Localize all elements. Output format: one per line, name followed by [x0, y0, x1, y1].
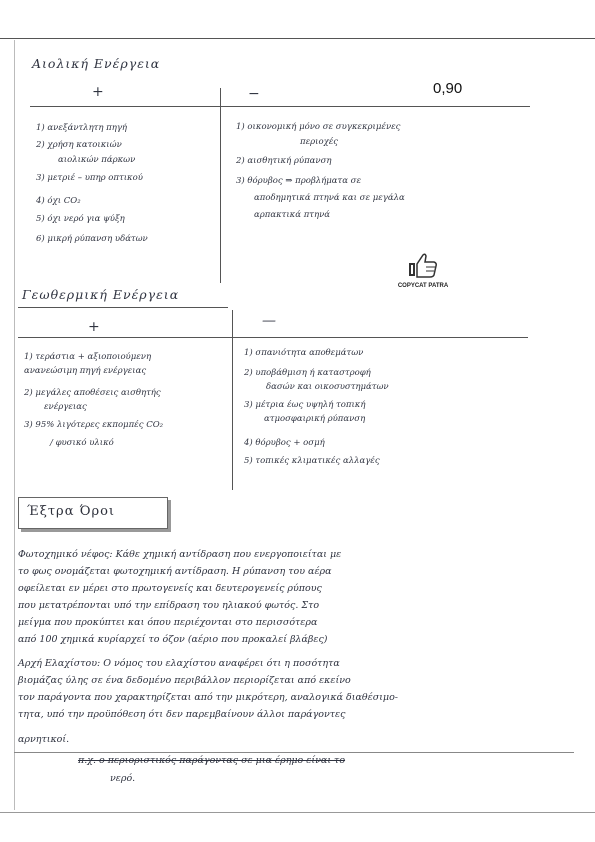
terms-line: τον παράγοντα που χαρακτηρίζεται από την μικρότερη, αναλογικά διαθέσιμο- [18, 692, 399, 703]
terms-line: Φωτοχημικό νέφος: Κάθε χημική αντίδραση που ενεργοποιείται με [18, 549, 342, 560]
geo-plus-item: 2) μεγάλες αποθέσεις αισθητής [24, 388, 161, 398]
wind-minus-header: − [248, 86, 260, 102]
geo-minus-item: δασών και οικοσυστημάτων [266, 382, 389, 392]
geo-plus-item: 3) 95% λιγότερες εκπομπές CO₂ [24, 420, 164, 430]
wind-minus-item: 1) οικονομική μόνο σε συγκεκριμένες [236, 122, 401, 132]
wind-title: Αιολική Ενέργεια [32, 56, 161, 71]
terms-line: από 100 χημικά κυρίαρχεί το όζον (αέριο που προκαλεί βλάβες) [18, 634, 328, 645]
wind-minus-item: 3) θόρυβος ⇒ προβλήματα σε [236, 176, 362, 186]
terms-line: νερό. [110, 773, 136, 784]
page-bottom-edge [0, 812, 595, 813]
stamp-label: COPYCAT PATRA [397, 283, 449, 289]
page-top-edge [0, 38, 595, 39]
geo-minus-item: 5) τοπικές κλιματικές αλλαγές [244, 456, 380, 466]
wind-plus-item: 6) μικρή ρύπανση υδάτων [36, 234, 148, 244]
wind-plus-item: 5) όχι νερό για ψύξη [36, 214, 125, 224]
terms-line: το φως ονομάζεται φωτοχημική αντίδραση. Η ρύπανση του αέρα [18, 566, 332, 577]
extra-terms-title: Έξτρα Όροι [27, 504, 116, 519]
thumbs-up-icon [408, 252, 438, 278]
wind-minus-item: 2) αισθητική ρύπανση [236, 156, 332, 166]
margin-line [14, 40, 15, 810]
wind-plus-item: 2) χρήση κατοικιών [36, 140, 122, 150]
geo-title-rule [18, 307, 228, 308]
copycat-stamp [393, 252, 453, 289]
geo-title: Γεωθερμική Ενέργεια [22, 287, 180, 302]
wind-table-divider [220, 88, 221, 283]
wind-minus-item: αποδημητικά πτηνά και σε μεγάλα [254, 193, 405, 203]
geo-plus-item: ανανεώσιμη πηγή ενέργειας [24, 366, 147, 376]
wind-table-header-rule [30, 106, 530, 107]
geo-minus-item: 2) υποβάθμιση ή καταστροφή [244, 368, 371, 378]
geo-plus-item: 1) τεράστια + αξιοποιούμενη [24, 352, 152, 362]
wind-plus-item: 4) όχι CO₂ [36, 196, 81, 206]
geo-table-header-rule [18, 337, 528, 338]
wind-plus-item: 3) μετριέ – υπηρ οπτικού [36, 173, 143, 183]
wind-plus-item: αιολικών πάρκων [58, 155, 136, 165]
terms-line: Αρχή Ελαχίστου: Ο νόμος του ελαχίστου αναφέρει ότι η ποσότητα [18, 658, 340, 669]
geo-plus-item: / φυσικό υλικό [50, 438, 114, 448]
wind-minus-item: περιοχές [300, 137, 339, 147]
geo-plus-item: ενέργειας [44, 402, 87, 412]
geo-plus-header: + [88, 319, 100, 335]
geo-minus-item: ατμοσφαιρική ρύπανση [264, 414, 366, 424]
wind-plus-item: 1) ανεξάντλητη πηγή [36, 123, 128, 133]
terms-line: αρνητικοί. [18, 734, 70, 745]
wind-minus-item: αρπακτικά πτηνά [254, 210, 330, 220]
terms-line: που μετατρέπονται υπό την επίδραση του ηλιακού φωτός. Στο [18, 600, 320, 611]
terms-line: τητα, υπό την προϋπόθεση ότι δεν παρεμβαίνουν άλλοι παράγοντες [18, 709, 346, 720]
wind-plus-header: + [92, 84, 104, 100]
geo-minus-item: 3) μέτρια έως υψηλή τοπική [244, 400, 366, 410]
score-mark: 0,90 [433, 80, 463, 97]
terms-separator [14, 752, 574, 753]
terms-line: π.χ. ο περιοριστικός παράγοντας σε μια έρημο είναι το [78, 755, 346, 766]
terms-line: οφείλεται εν μέρει στο πρωτογενείς και δευτερογενείς ρύπους [18, 583, 322, 594]
terms-line: μείγμα που προκύπτει και όπου περιέχονται στο περισσότερα [18, 617, 318, 628]
geo-minus-item: 4) θόρυβος + οσμή [244, 438, 325, 448]
geo-minus-header: — [262, 313, 276, 329]
geo-table-divider [232, 310, 233, 490]
extra-terms-box [18, 497, 168, 529]
terms-line: βιομάζας ύλης σε ένα δεδομένο περιβάλλον περιορίζεται από εκείνο [18, 675, 351, 686]
geo-minus-item: 1) σπανιότητα αποθεμάτων [244, 348, 364, 358]
